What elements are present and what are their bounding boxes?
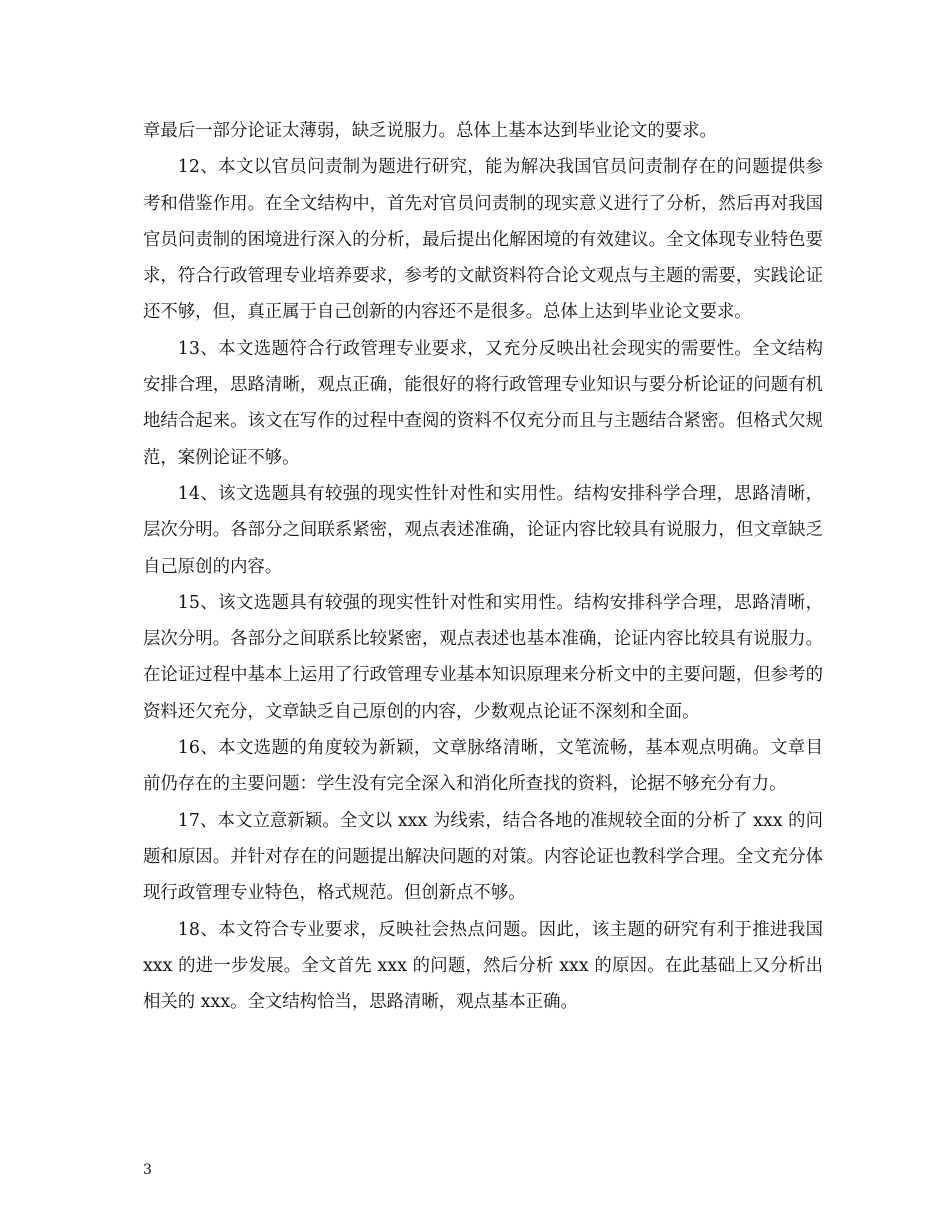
paragraph-comment-14: 14、该文选题具有较强的现实性针对性和实用性。结构安排科学合理，思路清晰，层次分明。各部分之间联系紧密，观点表述准确，论证内容比较具有说服力，但文章缺乏自己原创的内容。 [143,483,823,577]
paragraph-continuation: 章最后一部分论证太薄弱，缺乏说服力。总体上基本达到毕业论文的要求。 [143,121,717,141]
document-body [143,113,823,1020]
page-number: 3 [143,1162,152,1178]
paragraph-comment-18: 18、本文符合专业要求，反映社会热点问题。因此，该主题的研究有利于推进我国 xxx 的进一步发展。全文首先 xxx 的问题，然后分析 xxx 的原因。在此基础上又分析出相关的 xxx。全文结构恰当，思路清晰，观点基本正确。 [143,919,823,1013]
paragraph-comment-16: 16、本文选题的角度较为新颖，文章脉络清晰，文笔流畅，基本观点明确。文章目前仍存在的主要问题：学生没有完全深入和消化所查找的资料，论据不够充分有力。 [143,738,823,795]
paragraph-comment-17: 17、本文立意新颖。全文以 xxx 为线索，结合各地的准规较全面的分析了 xxx 的问题和原因。并针对存在的问题提出解决问题的对策。内容论证也教科学合理。全文充分体现行政管理专业特色，格式规范。但创新点不够。 [143,810,823,904]
paragraph-comment-13: 13、本文选题符合行政管理专业要求，又充分反映出社会现实的需要性。全文结构安排合理，思路清晰，观点正确，能很好的将行政管理专业知识与要分析论证的问题有机地结合起来。该文在写作的过程中查阅的资料不仅充分而且与主题结合紧密。但格式欠规范，案例论证不够。 [143,338,823,468]
paragraph-comment-12: 12、本文以官员问责制为题进行研究，能为解决我国官员问责制存在的问题提供参考和借鉴作用。在全文结构中，首先对官员问责制的现实意义进行了分析，然后再对我国官员问责制的困境进行深入的分析，最后提出化解困境的有效建议。全文体现专业特色要求，符合行政管理专业培养要求，参考的文献资料符合论文观点与主题的需要，实践论证还不够，但，真正属于自己创新的内容还不是很多。总体上达到毕业论文要求。 [143,157,823,323]
paragraph-comment-15: 15、该文选题具有较强的现实性针对性和实用性。结构安排科学合理，思路清晰，层次分明。各部分之间联系比较紧密，观点表述也基本准确，论证内容比较具有说服力。在论证过程中基本上运用了行政管理专业基本知识原理来分析文中的主要问题，但参考的资料还欠充分，文章缺乏自己原创的内容，少数观点论证不深刻和全面。 [143,592,823,722]
